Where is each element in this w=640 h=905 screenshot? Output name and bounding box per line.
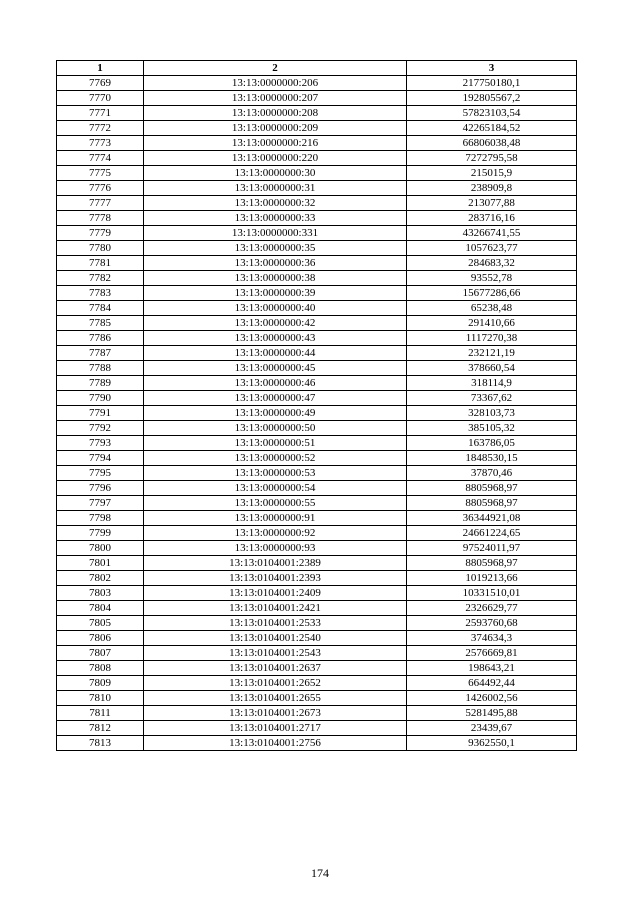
column-header-2: 2 bbox=[144, 61, 407, 76]
table-row bbox=[57, 121, 577, 136]
header-row bbox=[57, 61, 577, 76]
value-cell: 192805567,2 bbox=[407, 91, 577, 106]
page-number: 174 bbox=[311, 866, 329, 880]
row-number-cell: 7792 bbox=[57, 421, 144, 436]
row-number-cell: 7793 bbox=[57, 436, 144, 451]
value-cell: 215015,9 bbox=[407, 166, 577, 181]
row-number-cell: 7798 bbox=[57, 511, 144, 526]
value-cell: 328103,73 bbox=[407, 406, 577, 421]
cadastral-number-cell: 13:13:0104001:2637 bbox=[144, 661, 407, 676]
cadastral-number-cell: 13:13:0000000:208 bbox=[144, 106, 407, 121]
value-cell: 1426002,56 bbox=[407, 691, 577, 706]
row-number-cell: 7811 bbox=[57, 706, 144, 721]
cadastral-number-cell: 13:13:0000000:92 bbox=[144, 526, 407, 541]
cadastral-number-cell: 13:13:0000000:42 bbox=[144, 316, 407, 331]
data-table bbox=[56, 60, 577, 751]
row-number-cell: 7804 bbox=[57, 601, 144, 616]
value-cell: 73367,62 bbox=[407, 391, 577, 406]
value-cell: 8805968,97 bbox=[407, 496, 577, 511]
table-row bbox=[57, 736, 577, 751]
cadastral-number-cell: 13:13:0000000:35 bbox=[144, 241, 407, 256]
table-row bbox=[57, 196, 577, 211]
cadastral-number-cell: 13:13:0000000:216 bbox=[144, 136, 407, 151]
cadastral-number-cell: 13:13:0000000:39 bbox=[144, 286, 407, 301]
value-cell: 93552,78 bbox=[407, 271, 577, 286]
value-cell: 284683,32 bbox=[407, 256, 577, 271]
cadastral-number-cell: 13:13:0104001:2756 bbox=[144, 736, 407, 751]
row-number-cell: 7809 bbox=[57, 676, 144, 691]
table-header bbox=[57, 61, 577, 76]
table-row bbox=[57, 271, 577, 286]
cadastral-number-cell: 13:13:0104001:2533 bbox=[144, 616, 407, 631]
table-row bbox=[57, 211, 577, 226]
row-number-cell: 7772 bbox=[57, 121, 144, 136]
cadastral-number-cell: 13:13:0000000:44 bbox=[144, 346, 407, 361]
row-number-cell: 7803 bbox=[57, 586, 144, 601]
table-row bbox=[57, 436, 577, 451]
cadastral-number-cell: 13:13:0000000:220 bbox=[144, 151, 407, 166]
value-cell: 283716,16 bbox=[407, 211, 577, 226]
cadastral-number-cell: 13:13:0000000:46 bbox=[144, 376, 407, 391]
value-cell: 24661224,65 bbox=[407, 526, 577, 541]
row-number-cell: 7810 bbox=[57, 691, 144, 706]
value-cell: 5281495,88 bbox=[407, 706, 577, 721]
cadastral-number-cell: 13:13:0000000:31 bbox=[144, 181, 407, 196]
cadastral-number-cell: 13:13:0000000:93 bbox=[144, 541, 407, 556]
value-cell: 232121,19 bbox=[407, 346, 577, 361]
cadastral-number-cell: 13:13:0000000:30 bbox=[144, 166, 407, 181]
value-cell: 2576669,81 bbox=[407, 646, 577, 661]
cadastral-number-cell: 13:13:0104001:2421 bbox=[144, 601, 407, 616]
cadastral-number-cell: 13:13:0000000:40 bbox=[144, 301, 407, 316]
row-number-cell: 7783 bbox=[57, 286, 144, 301]
value-cell: 1117270,38 bbox=[407, 331, 577, 346]
table-row bbox=[57, 661, 577, 676]
cadastral-number-cell: 13:13:0000000:53 bbox=[144, 466, 407, 481]
row-number-cell: 7790 bbox=[57, 391, 144, 406]
row-number-cell: 7807 bbox=[57, 646, 144, 661]
cadastral-number-cell: 13:13:0104001:2655 bbox=[144, 691, 407, 706]
value-cell: 23439,67 bbox=[407, 721, 577, 736]
row-number-cell: 7800 bbox=[57, 541, 144, 556]
table-row bbox=[57, 316, 577, 331]
table-row bbox=[57, 331, 577, 346]
value-cell: 43266741,55 bbox=[407, 226, 577, 241]
value-cell: 42265184,52 bbox=[407, 121, 577, 136]
cadastral-number-cell: 13:13:0000000:91 bbox=[144, 511, 407, 526]
cadastral-number-cell: 13:13:0104001:2673 bbox=[144, 706, 407, 721]
table-row bbox=[57, 691, 577, 706]
row-number-cell: 7789 bbox=[57, 376, 144, 391]
row-number-cell: 7805 bbox=[57, 616, 144, 631]
cadastral-number-cell: 13:13:0104001:2393 bbox=[144, 571, 407, 586]
table-row bbox=[57, 511, 577, 526]
row-number-cell: 7780 bbox=[57, 241, 144, 256]
value-cell: 36344921,08 bbox=[407, 511, 577, 526]
row-number-cell: 7812 bbox=[57, 721, 144, 736]
value-cell: 57823103,54 bbox=[407, 106, 577, 121]
table-row bbox=[57, 361, 577, 376]
row-number-cell: 7787 bbox=[57, 346, 144, 361]
column-header-3: 3 bbox=[407, 61, 577, 76]
value-cell: 2326629,77 bbox=[407, 601, 577, 616]
table-row bbox=[57, 136, 577, 151]
table-row bbox=[57, 451, 577, 466]
table-row bbox=[57, 601, 577, 616]
table-row bbox=[57, 496, 577, 511]
cadastral-number-cell: 13:13:0000000:49 bbox=[144, 406, 407, 421]
cadastral-number-cell: 13:13:0000000:51 bbox=[144, 436, 407, 451]
row-number-cell: 7791 bbox=[57, 406, 144, 421]
value-cell: 217750180,1 bbox=[407, 76, 577, 91]
value-cell: 15677286,66 bbox=[407, 286, 577, 301]
value-cell: 8805968,97 bbox=[407, 481, 577, 496]
value-cell: 213077,88 bbox=[407, 196, 577, 211]
cadastral-number-cell: 13:13:0000000:54 bbox=[144, 481, 407, 496]
table-row bbox=[57, 421, 577, 436]
table-row bbox=[57, 181, 577, 196]
value-cell: 7272795,58 bbox=[407, 151, 577, 166]
table-row bbox=[57, 256, 577, 271]
table-row bbox=[57, 706, 577, 721]
table-row bbox=[57, 91, 577, 106]
table-row bbox=[57, 646, 577, 661]
cadastral-number-cell: 13:13:0000000:32 bbox=[144, 196, 407, 211]
column-header-1: 1 bbox=[57, 61, 144, 76]
cadastral-number-cell: 13:13:0000000:47 bbox=[144, 391, 407, 406]
cadastral-number-cell: 13:13:0000000:33 bbox=[144, 211, 407, 226]
row-number-cell: 7797 bbox=[57, 496, 144, 511]
row-number-cell: 7801 bbox=[57, 556, 144, 571]
table-row bbox=[57, 301, 577, 316]
table-row bbox=[57, 586, 577, 601]
row-number-cell: 7785 bbox=[57, 316, 144, 331]
row-number-cell: 7796 bbox=[57, 481, 144, 496]
value-cell: 163786,05 bbox=[407, 436, 577, 451]
table-row bbox=[57, 286, 577, 301]
value-cell: 97524011,97 bbox=[407, 541, 577, 556]
row-number-cell: 7770 bbox=[57, 91, 144, 106]
value-cell: 2593760,68 bbox=[407, 616, 577, 631]
row-number-cell: 7775 bbox=[57, 166, 144, 181]
value-cell: 66806038,48 bbox=[407, 136, 577, 151]
table-row bbox=[57, 556, 577, 571]
row-number-cell: 7786 bbox=[57, 331, 144, 346]
table-row bbox=[57, 391, 577, 406]
cadastral-number-cell: 13:13:0104001:2652 bbox=[144, 676, 407, 691]
value-cell: 238909,8 bbox=[407, 181, 577, 196]
value-cell: 378660,54 bbox=[407, 361, 577, 376]
row-number-cell: 7788 bbox=[57, 361, 144, 376]
row-number-cell: 7782 bbox=[57, 271, 144, 286]
cadastral-number-cell: 13:13:0000000:331 bbox=[144, 226, 407, 241]
cadastral-number-cell: 13:13:0104001:2543 bbox=[144, 646, 407, 661]
table-row bbox=[57, 151, 577, 166]
row-number-cell: 7784 bbox=[57, 301, 144, 316]
row-number-cell: 7773 bbox=[57, 136, 144, 151]
table-row bbox=[57, 631, 577, 646]
value-cell: 1848530,15 bbox=[407, 451, 577, 466]
row-number-cell: 7802 bbox=[57, 571, 144, 586]
table-row bbox=[57, 106, 577, 121]
cadastral-number-cell: 13:13:0000000:36 bbox=[144, 256, 407, 271]
value-cell: 37870,46 bbox=[407, 466, 577, 481]
table-row bbox=[57, 346, 577, 361]
table-row bbox=[57, 616, 577, 631]
table-row bbox=[57, 406, 577, 421]
cadastral-number-cell: 13:13:0000000:207 bbox=[144, 91, 407, 106]
value-cell: 9362550,1 bbox=[407, 736, 577, 751]
row-number-cell: 7778 bbox=[57, 211, 144, 226]
cadastral-number-cell: 13:13:0000000:52 bbox=[144, 451, 407, 466]
row-number-cell: 7774 bbox=[57, 151, 144, 166]
table-row bbox=[57, 526, 577, 541]
table-row bbox=[57, 541, 577, 556]
row-number-cell: 7806 bbox=[57, 631, 144, 646]
value-cell: 385105,32 bbox=[407, 421, 577, 436]
value-cell: 1019213,66 bbox=[407, 571, 577, 586]
value-cell: 8805968,97 bbox=[407, 556, 577, 571]
cadastral-number-cell: 13:13:0104001:2389 bbox=[144, 556, 407, 571]
value-cell: 374634,3 bbox=[407, 631, 577, 646]
table-row bbox=[57, 226, 577, 241]
table-row bbox=[57, 676, 577, 691]
row-number-cell: 7808 bbox=[57, 661, 144, 676]
table-body bbox=[57, 76, 577, 751]
cadastral-number-cell: 13:13:0104001:2717 bbox=[144, 721, 407, 736]
value-cell: 291410,66 bbox=[407, 316, 577, 331]
table-row bbox=[57, 481, 577, 496]
cadastral-number-cell: 13:13:0000000:209 bbox=[144, 121, 407, 136]
row-number-cell: 7769 bbox=[57, 76, 144, 91]
cadastral-number-cell: 13:13:0000000:38 bbox=[144, 271, 407, 286]
row-number-cell: 7794 bbox=[57, 451, 144, 466]
value-cell: 1057623,77 bbox=[407, 241, 577, 256]
row-number-cell: 7813 bbox=[57, 736, 144, 751]
table-row bbox=[57, 466, 577, 481]
table-row bbox=[57, 721, 577, 736]
cadastral-number-cell: 13:13:0000000:50 bbox=[144, 421, 407, 436]
row-number-cell: 7799 bbox=[57, 526, 144, 541]
cadastral-number-cell: 13:13:0000000:206 bbox=[144, 76, 407, 91]
row-number-cell: 7777 bbox=[57, 196, 144, 211]
table-row bbox=[57, 76, 577, 91]
cadastral-number-cell: 13:13:0104001:2540 bbox=[144, 631, 407, 646]
value-cell: 198643,21 bbox=[407, 661, 577, 676]
value-cell: 664492,44 bbox=[407, 676, 577, 691]
cadastral-number-cell: 13:13:0000000:43 bbox=[144, 331, 407, 346]
value-cell: 318114,9 bbox=[407, 376, 577, 391]
row-number-cell: 7779 bbox=[57, 226, 144, 241]
row-number-cell: 7771 bbox=[57, 106, 144, 121]
cadastral-number-cell: 13:13:0000000:55 bbox=[144, 496, 407, 511]
table-row bbox=[57, 376, 577, 391]
value-cell: 65238,48 bbox=[407, 301, 577, 316]
table-row bbox=[57, 241, 577, 256]
table-row bbox=[57, 571, 577, 586]
value-cell: 10331510,01 bbox=[407, 586, 577, 601]
row-number-cell: 7781 bbox=[57, 256, 144, 271]
row-number-cell: 7795 bbox=[57, 466, 144, 481]
cadastral-number-cell: 13:13:0104001:2409 bbox=[144, 586, 407, 601]
row-number-cell: 7776 bbox=[57, 181, 144, 196]
table-row bbox=[57, 166, 577, 181]
cadastral-number-cell: 13:13:0000000:45 bbox=[144, 361, 407, 376]
